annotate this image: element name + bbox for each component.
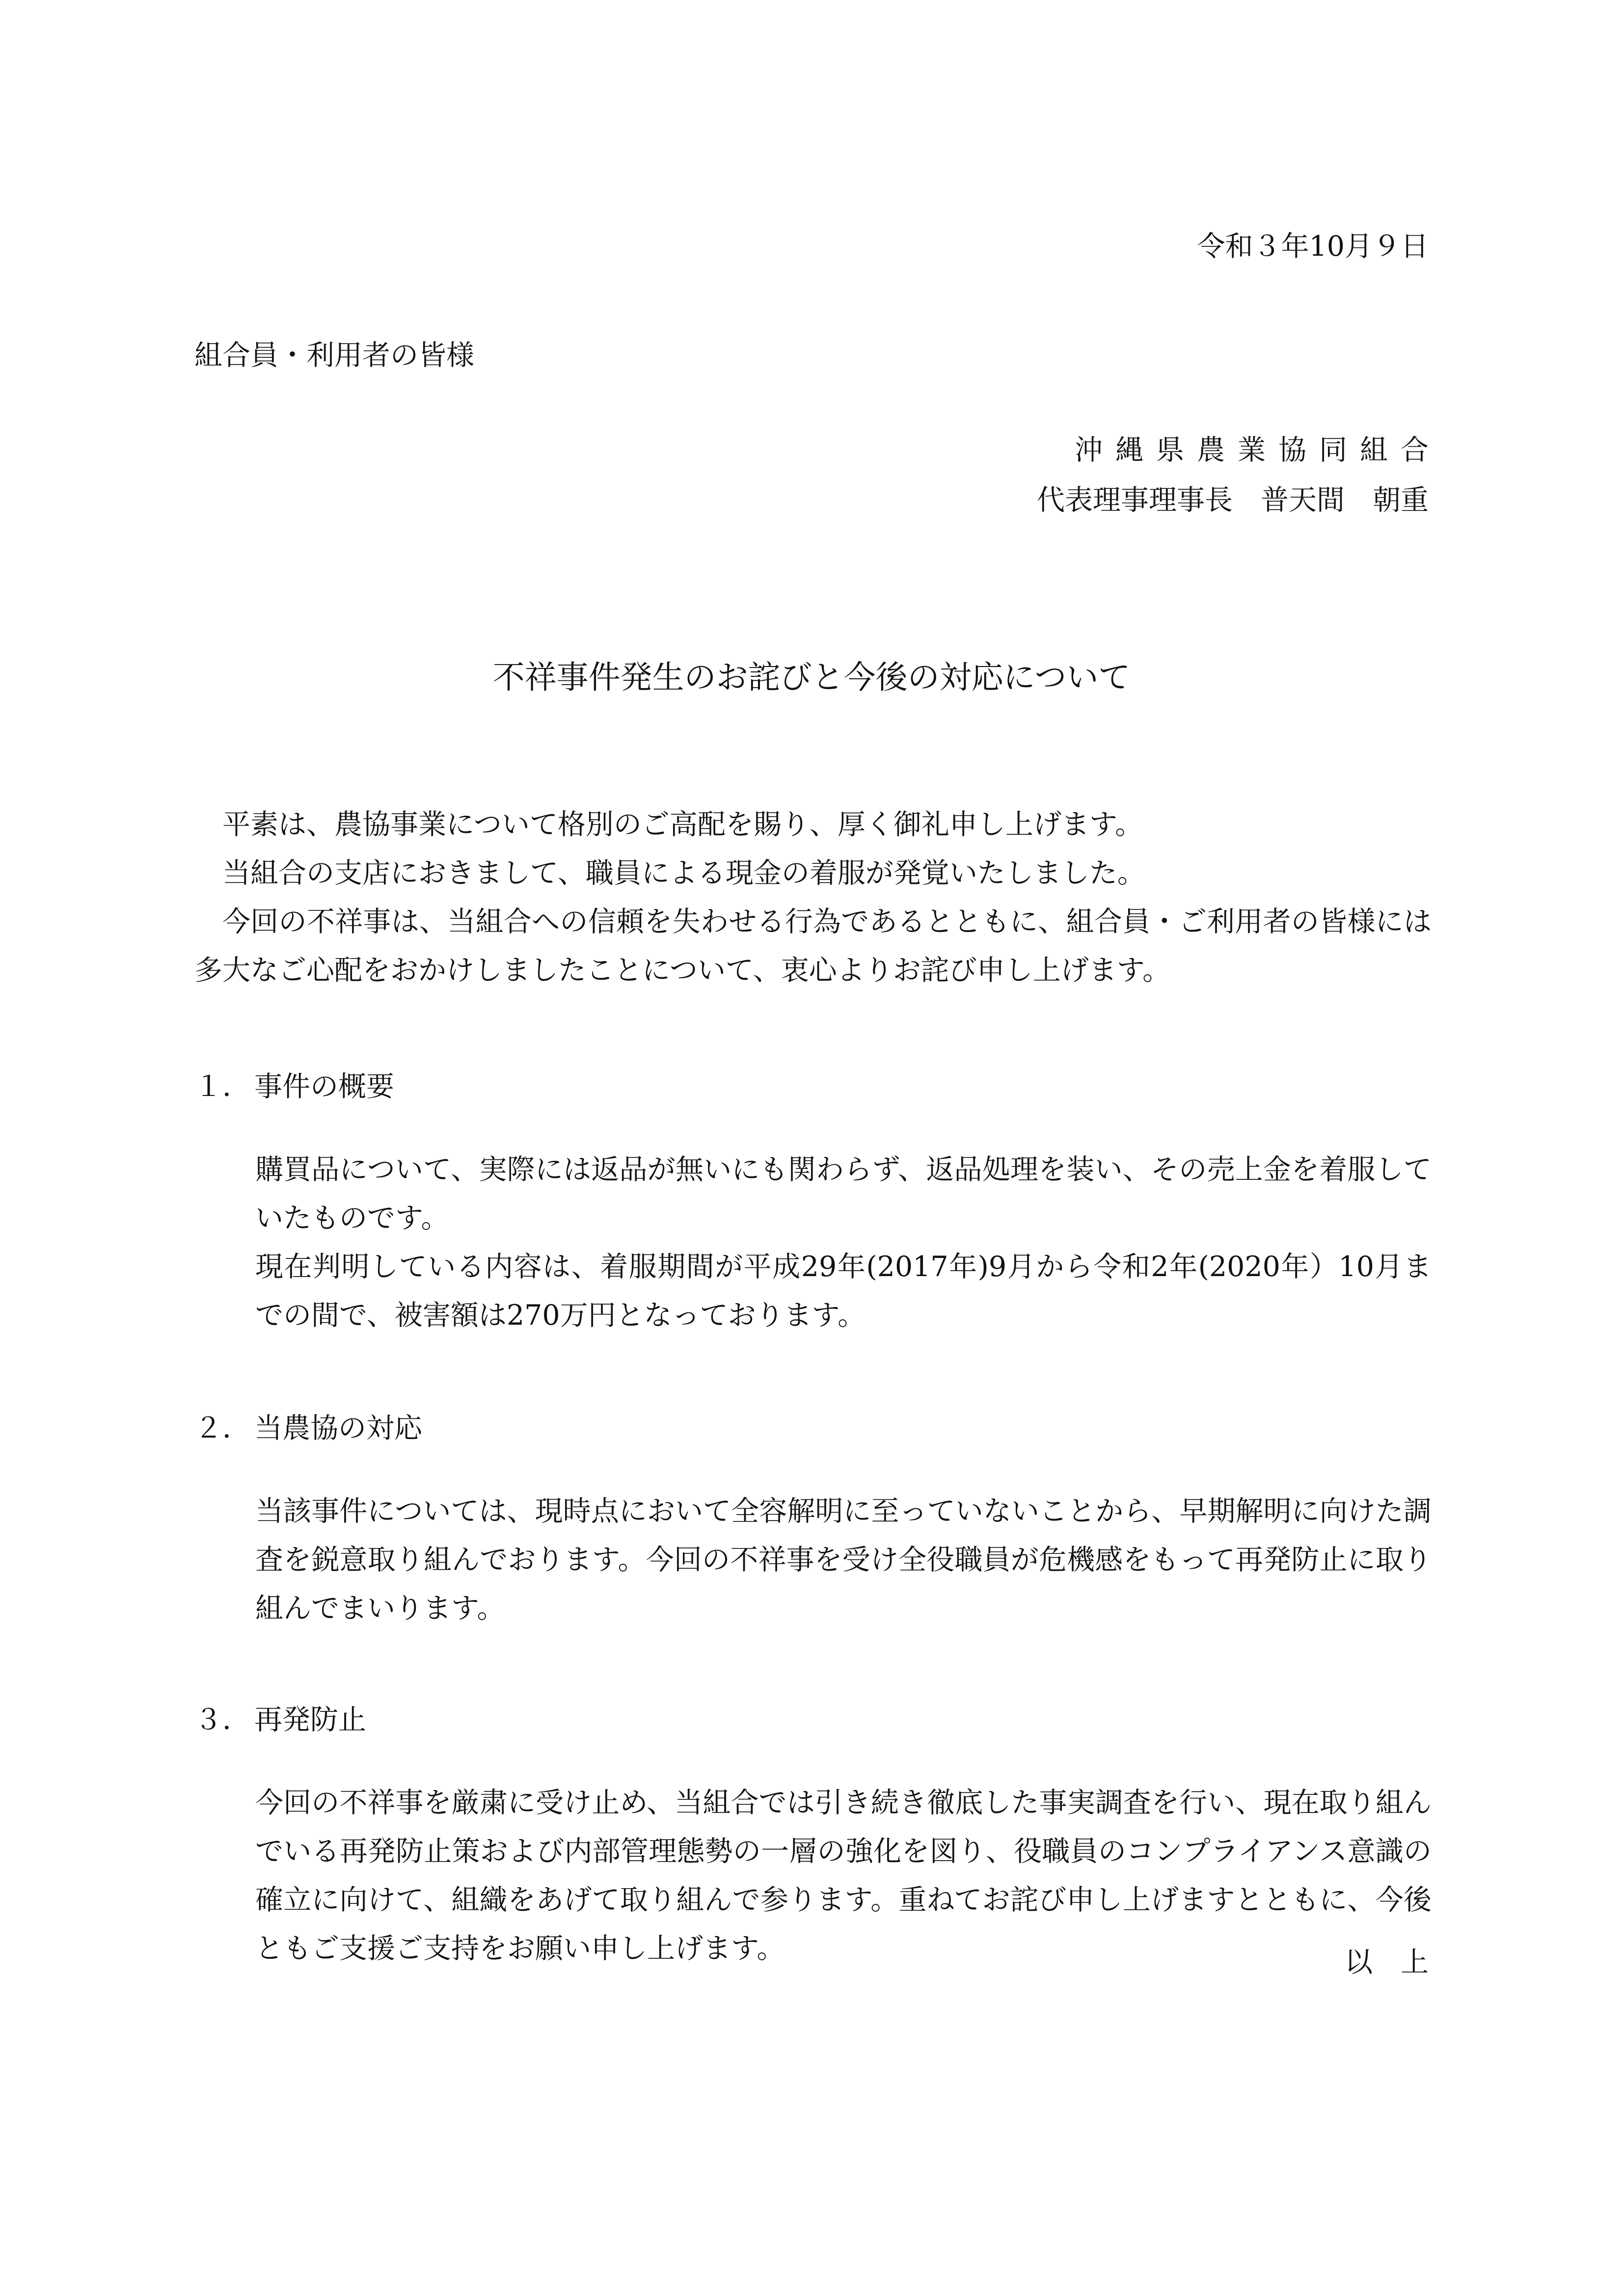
section-2-number: ２．: [194, 1412, 250, 1444]
document-title: 不祥事件発生のお詫びと今後の対応について: [492, 659, 1131, 696]
recipient-line: 組合員・利用者の皆様: [194, 339, 474, 372]
section-2-heading: [194, 1412, 422, 1445]
section-3-heading: [194, 1703, 366, 1736]
section-1-paragraph-2: 現在判明している内容は、着服期間が平成29年(2017年)9月から令和2年(2020年）10月までの間で、被害額は270万円となっております。: [255, 1251, 1432, 1332]
sender-representative: 代表理事理事長 普天間 朝重: [1037, 484, 1429, 516]
section-3-number: ３．: [194, 1704, 250, 1736]
intro-paragraph-1: 平素は、農協事業について格別のご高配を賜り、厚く御礼申し上げます。: [222, 808, 1143, 841]
section-1-title: 事件の概要: [254, 1070, 394, 1103]
intro-paragraph-3: 今回の不祥事は、当組合への信頼を失わせる行為であるとともに、組合員・ご利用者の皆様には多大なご心配をおかけしましたことについて、衷心よりお詫び申し上げます。: [194, 906, 1432, 987]
section-1-number: １．: [194, 1070, 250, 1103]
section-3-paragraph: 今回の不祥事を厳粛に受け止め、当組合では引き続き徹底した事実調査を行い、現在取り組んでいる再発防止策および内部管理態勢の一層の強化を図り、役職員のコンプライアンス意識の確立に向けて、組織をあげて取り組んで参ります。重ねてお詫び申し上げますとともに、今後ともご支援ご支持をお願い申し上げます。: [255, 1787, 1432, 1965]
section-3-title: 再発防止: [254, 1704, 366, 1736]
section-2-paragraph: 当該事件については、現時点において全容解明に至っていないことから、早期解明に向けた調査を鋭意取り組んでおります。今回の不祥事を受け全役職員が危機感をもって再発防止に取り組んでまいります。: [255, 1495, 1432, 1625]
sender-organization: 沖縄県農業協同組合: [1075, 434, 1441, 466]
section-1-heading: [194, 1070, 394, 1103]
intro-paragraph-2: 当組合の支店におきまして、職員による現金の着服が発覚いたしました。: [222, 857, 1145, 889]
closing-mark: 以 上: [1345, 1946, 1429, 1978]
section-2-title: 当農協の対応: [254, 1412, 422, 1444]
document-date: 令和３年10月９日: [1197, 230, 1429, 263]
section-1-paragraph-1: 購買品について、実際には返品が無いにも関わらず、返品処理を装い、その売上金を着服していたものです。: [255, 1153, 1432, 1234]
